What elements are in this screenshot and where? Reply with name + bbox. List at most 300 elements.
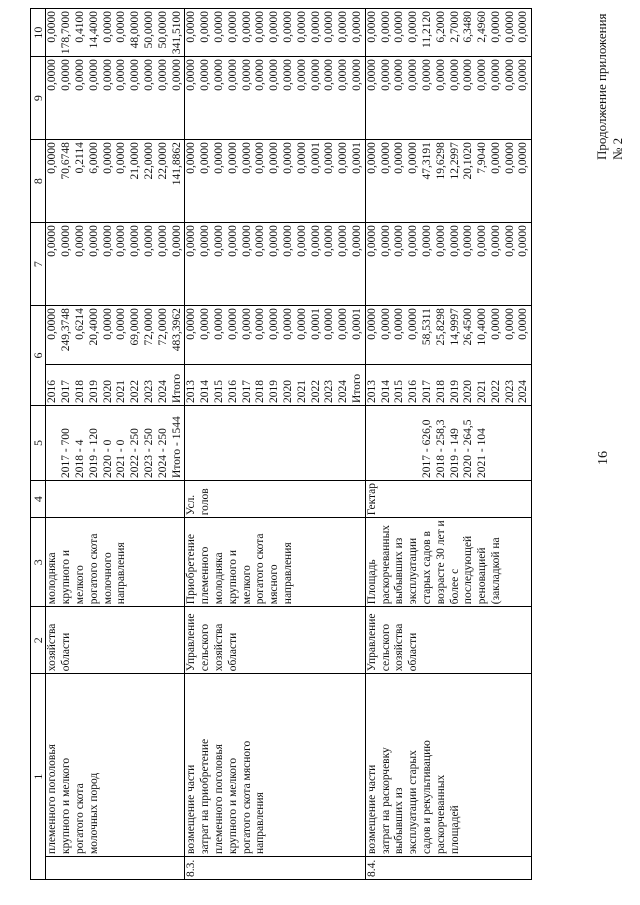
year-line: 2016	[407, 379, 420, 403]
year-line: 2014	[379, 379, 392, 403]
federal-value-line: 0,0000	[73, 225, 86, 257]
total-value-line: 249,3748	[60, 308, 73, 352]
year-line: 2019	[448, 379, 461, 403]
local-value-line: 0,0000	[476, 59, 489, 91]
total-value-line: 0,0000	[254, 308, 267, 340]
total-value-line: 0,0000	[503, 308, 516, 340]
other-value-line: 0,0000	[185, 11, 198, 43]
other-value-line: 0,0000	[503, 11, 516, 43]
total-value-line: 0,0000	[323, 308, 336, 340]
regional-value-line: 6,0000	[87, 142, 100, 174]
federal-value	[185, 223, 365, 306]
regional-value-line: 20,1020	[462, 142, 475, 180]
local-value-line: 0,0000	[46, 59, 59, 91]
other-value-line: 6,2000	[434, 11, 447, 43]
total-value-line: 14,9997	[448, 308, 461, 346]
regional-value-line: 0,0001	[350, 142, 363, 174]
year-line: 2014	[199, 379, 212, 403]
federal-value-line: 0,0000	[407, 225, 420, 257]
other-value-line: 48,0000	[129, 11, 142, 49]
other-value	[46, 9, 185, 57]
executor-line: Управление	[365, 613, 378, 672]
local-value-line: 0,0000	[268, 59, 281, 91]
local-value	[365, 57, 532, 140]
total-value-line: 20,4000	[87, 308, 100, 346]
year-line: 2015	[393, 379, 406, 403]
federal-value-line: 0,0000	[129, 225, 142, 257]
year-line: 2020	[101, 379, 114, 403]
regional-value-line: 47,3191	[420, 142, 433, 180]
year-line: 2019	[87, 379, 100, 403]
local-value-line: 0,0000	[517, 59, 530, 91]
year-line: 2018	[254, 379, 267, 403]
regional-value-line: 0,0000	[115, 142, 128, 174]
regional-value	[46, 140, 185, 223]
indicator-line: последующей	[462, 535, 475, 605]
other-value-line: 0,0000	[323, 11, 336, 43]
year-line: 2023	[142, 379, 155, 403]
total-value-line: 69,0000	[129, 308, 142, 346]
year-line: 2024	[337, 379, 350, 403]
year-line: Итого	[350, 373, 363, 403]
other-value-line: 0,0000	[489, 11, 502, 43]
header-col-9: 9	[31, 57, 46, 140]
measure-name	[365, 674, 532, 857]
year-line: 2015	[212, 379, 225, 403]
local-value-line: 0,0000	[448, 59, 461, 91]
total-value-line: 0,0000	[212, 308, 225, 340]
measure-name-line: рогатого скота	[73, 783, 86, 854]
total-value-line: 0,0000	[517, 308, 530, 340]
local-value-line: 0,0000	[393, 59, 406, 91]
spacer	[380, 408, 394, 478]
local-value-line: 0,0000	[309, 59, 322, 91]
federal-value-line: 0,0000	[517, 225, 530, 257]
regional-value	[185, 140, 365, 223]
executor-line: хозяйства	[212, 623, 225, 672]
total-value-line: 26,4500	[462, 308, 475, 346]
measure-name-line: выбывших из	[393, 787, 406, 854]
federal-value	[365, 223, 532, 306]
local-value-line: 0,0000	[170, 59, 183, 91]
other-value	[185, 9, 365, 57]
measure-name-line: садов и рекультивацию	[420, 740, 433, 854]
year-line: 2022	[309, 379, 322, 403]
executor-line: области	[60, 632, 73, 672]
federal-value-line: 0,0000	[281, 225, 294, 257]
local-value-line: 0,0000	[212, 59, 225, 91]
measure-name-line: площадей	[448, 805, 461, 854]
years	[365, 364, 532, 405]
indicator-line: молодняка	[212, 552, 225, 605]
regional-value-line: 0,0000	[212, 142, 225, 174]
executor-line: хозяйства	[393, 623, 406, 672]
year-line: 2022	[489, 379, 502, 403]
measure-name-line: затрат на приобретение	[199, 738, 212, 854]
year-line: 2021	[476, 379, 489, 403]
unit	[365, 480, 532, 517]
federal-value-line: 0,0000	[268, 225, 281, 257]
total-value-line: 0,0000	[337, 308, 350, 340]
federal-value-line: 0,0000	[60, 225, 73, 257]
local-value-line: 0,0000	[379, 59, 392, 91]
header-row	[31, 9, 46, 880]
other-value-line: 0,0000	[281, 11, 294, 43]
indicator-line: Приобретение	[185, 533, 198, 605]
measure-name-line: рогатого скота мясного	[240, 740, 253, 854]
executor-line: области	[226, 632, 239, 672]
indicator-line: молочного	[101, 552, 114, 605]
local-value-line: 0,0000	[60, 59, 73, 91]
unit-line: Гектар	[365, 482, 378, 516]
indicator-line: направления	[281, 542, 294, 605]
unit	[46, 480, 185, 517]
federal-value-line: 0,0000	[476, 225, 489, 257]
table-row	[46, 9, 185, 880]
header-col-10: 10	[31, 9, 46, 57]
budget-table	[30, 8, 532, 880]
other-value-line: 50,0000	[156, 11, 169, 49]
page-number: 16	[596, 451, 611, 465]
regional-value-line: 0,0000	[226, 142, 239, 174]
regional-value-line: 0,0000	[46, 142, 59, 174]
federal-value-line: 0,0000	[323, 225, 336, 257]
measure-name-line: крупного и мелкого	[60, 757, 73, 854]
indicator-line: рогатого скота	[254, 533, 267, 605]
header-col-7: 7	[31, 223, 46, 306]
plan-values	[46, 405, 185, 480]
local-value-line: 0,0000	[281, 59, 294, 91]
other-value-line: 0,0000	[46, 11, 59, 43]
regional-value-line: 0,0000	[337, 142, 350, 174]
total-value-line: 0,6214	[73, 308, 86, 340]
header-col-1: 1	[31, 674, 46, 880]
total-value-line: 25,8298	[434, 308, 447, 346]
total-value-line: 0,0000	[295, 308, 308, 340]
executor-line: сельского	[379, 623, 392, 672]
federal-value-line: 0,0000	[199, 225, 212, 257]
local-value-line: 0,0000	[142, 59, 155, 91]
measure-name	[46, 674, 185, 857]
other-value-line: 2,4960	[476, 11, 489, 43]
indicator-line: племенного	[199, 546, 212, 605]
regional-value-line: 70,6748	[60, 142, 73, 180]
measure-name-line: эксплуатации старых	[407, 750, 420, 854]
indicator-line: реновацией	[476, 547, 489, 605]
other-value-line: 0,0000	[517, 11, 530, 43]
year-line: 2024	[156, 379, 169, 403]
local-value-line: 0,0000	[199, 59, 212, 91]
local-value-line: 0,0000	[323, 59, 336, 91]
year-line: 2020	[462, 379, 475, 403]
indicator-line: направления	[115, 542, 128, 605]
regional-value-line: 0,0000	[379, 142, 392, 174]
other-value-line: 0,0000	[350, 11, 363, 43]
total-value-line: 0,0000	[489, 308, 502, 340]
plan-value-line: 2019 - 149	[448, 428, 461, 478]
local-value	[185, 57, 365, 140]
other-value-line: 0,0000	[212, 11, 225, 43]
indicator-line: крупного и	[226, 549, 239, 605]
spacer	[46, 408, 60, 478]
federal-value-line: 0,0000	[254, 225, 267, 257]
total-value-line: 483,3962	[170, 308, 183, 352]
regional-value-line: 0,0000	[489, 142, 502, 174]
regional-value-line: 19,6298	[434, 142, 447, 180]
header-col-6: 6	[31, 306, 46, 406]
regional-value-line: 141,8862	[170, 142, 183, 186]
plan-value-line: 2020 - 0	[101, 439, 114, 478]
federal-value-line: 0,0000	[420, 225, 433, 257]
regional-value-line: 0,2114	[73, 142, 86, 174]
local-value-line: 0,0000	[489, 59, 502, 91]
other-value-line: 0,0000	[240, 11, 253, 43]
indicator	[46, 518, 185, 607]
plan-value-line: 2021 - 0	[115, 439, 128, 478]
total-value-line: 0,0000	[199, 308, 212, 340]
federal-value-line: 0,0000	[365, 225, 378, 257]
year-line: 2021	[115, 379, 128, 403]
federal-value-line: 0,0000	[337, 225, 350, 257]
spacer	[366, 408, 380, 478]
local-value-line: 0,0000	[295, 59, 308, 91]
other-value-line: 0,0000	[199, 11, 212, 43]
plan-value-line: 2017 - 700	[60, 428, 73, 478]
indicator	[185, 518, 365, 607]
year-line: 2017	[60, 379, 73, 403]
plan-value-line: 2024 - 250	[156, 428, 169, 478]
indicator-line: выбывших из	[393, 537, 406, 605]
measure-name-line: племенного поголовья	[46, 744, 59, 854]
other-value-line: 6,3480	[462, 11, 475, 43]
federal-value-line: 0,0000	[503, 225, 516, 257]
other-value-line: 2,7000	[448, 11, 461, 43]
federal-value-line: 0,0000	[448, 225, 461, 257]
other-value-line: 0,0000	[365, 11, 378, 43]
regional-value-line: 0,0000	[517, 142, 530, 174]
regional-value-line: 0,0000	[323, 142, 336, 174]
year-line: 2018	[73, 379, 86, 403]
regional-value-line: 0,0000	[268, 142, 281, 174]
executor-line: Управление	[185, 613, 198, 672]
federal-value-line: 0,0000	[142, 225, 155, 257]
indicator-line: молодняка	[46, 552, 59, 605]
federal-value-line: 0,0000	[87, 225, 100, 257]
years	[185, 364, 365, 405]
year-line: 2023	[503, 379, 516, 403]
regional-value	[365, 140, 532, 223]
local-value-line: 0,0000	[337, 59, 350, 91]
plan-value-line: 2020 - 264,5	[462, 419, 475, 478]
indicator-line: крупного и	[60, 549, 73, 605]
local-value-line: 0,0000	[240, 59, 253, 91]
federal-value-line: 0,0000	[226, 225, 239, 257]
total-value-line: 0,0000	[268, 308, 281, 340]
total-value-line: 0,0000	[240, 308, 253, 340]
regional-value-line: 0,0000	[365, 142, 378, 174]
indicator-line: эксплуатации	[407, 537, 420, 605]
total-value-line: 0,0000	[281, 308, 294, 340]
continuation-note: Продолжение приложения № 2	[594, 13, 625, 160]
federal-value-line: 0,0000	[434, 225, 447, 257]
indicator	[365, 518, 532, 607]
federal-value-line: 0,0000	[489, 225, 502, 257]
other-value-line: 0,0000	[337, 11, 350, 43]
indicator-line: Площадь	[365, 559, 378, 605]
other-value-line: 0,0000	[115, 11, 128, 43]
measure-name-line: возмещение части	[365, 764, 378, 854]
total-value	[185, 306, 365, 364]
unit-line: голов	[199, 488, 212, 516]
measure-name-line: затрат на раскорчевку	[379, 747, 392, 854]
federal-value-line: 0,0000	[295, 225, 308, 257]
measure-name	[185, 674, 365, 857]
other-value-line: 11,2120	[420, 11, 433, 48]
regional-value-line: 22,0000	[142, 142, 155, 180]
header-col-4: 4	[31, 480, 46, 517]
regional-value-line: 0,0000	[503, 142, 516, 174]
measure-name-line: возмещение части	[185, 764, 198, 854]
regional-value-line: 7,9040	[476, 142, 489, 174]
local-value-line: 0,0000	[87, 59, 100, 91]
federal-value-line: 0,0000	[393, 225, 406, 257]
executor-line: сельского	[199, 623, 212, 672]
measure-name-line: крупного и мелкого	[226, 757, 239, 854]
measure-name-line: племенного поголовья	[212, 744, 225, 854]
header-col-8: 8	[31, 140, 46, 223]
local-value-line: 0,0000	[434, 59, 447, 91]
year-line: 2013	[365, 379, 378, 403]
unit	[185, 480, 365, 517]
other-value-line: 0,4100	[73, 11, 86, 43]
indicator-line: рогатого скота	[87, 533, 100, 605]
indicator-line: мясного	[268, 564, 281, 605]
year-line: 2023	[323, 379, 336, 403]
unit-line: Усл.	[185, 494, 198, 516]
row-number	[46, 857, 185, 880]
header-col-3: 3	[31, 518, 46, 607]
plan-values	[185, 405, 365, 480]
regional-value-line: 0,0000	[101, 142, 114, 174]
local-value-line: 0,0000	[115, 59, 128, 91]
local-value-line: 0,0000	[101, 59, 114, 91]
local-value-line: 0,0000	[129, 59, 142, 91]
other-value-line: 0,0000	[309, 11, 322, 43]
regional-value-line: 0,0000	[281, 142, 294, 174]
total-value-line: 10,4000	[476, 308, 489, 346]
other-value-line: 0,0000	[226, 11, 239, 43]
other-value-line: 0,0000	[393, 11, 406, 43]
total-value-line: 0,0001	[350, 308, 363, 340]
other-value-line: 0,0000	[379, 11, 392, 43]
regional-value-line: 0,0000	[393, 142, 406, 174]
indicator-line: мелкого	[73, 565, 86, 605]
local-value-line: 0,0000	[350, 59, 363, 91]
other-value-line: 50,0000	[142, 11, 155, 49]
regional-value-line: 0,0000	[407, 142, 420, 174]
total-value	[46, 306, 185, 364]
header-col-5: 5	[31, 405, 46, 480]
year-line: 2024	[517, 379, 530, 403]
other-value-line: 0,0000	[295, 11, 308, 43]
plan-value-line: 2022 - 250	[129, 428, 142, 478]
local-value-line: 0,0000	[73, 59, 86, 91]
other-value-line: 0,0000	[101, 11, 114, 43]
total-value-line: 0,0000	[46, 308, 59, 340]
regional-value-line: 0,0000	[240, 142, 253, 174]
federal-value-line: 0,0000	[115, 225, 128, 257]
indicator-line: возрасте 30 лет и	[434, 520, 447, 605]
total-value-line: 72,0000	[156, 308, 169, 346]
total-value-line: 0,0000	[226, 308, 239, 340]
indicator-line: раскорчеванных	[379, 524, 392, 605]
federal-value-line: 0,0000	[46, 225, 59, 257]
spacer	[407, 408, 421, 478]
year-line: 2018	[434, 379, 447, 403]
plan-values	[365, 405, 532, 480]
federal-value-line: 0,0000	[156, 225, 169, 257]
executor	[46, 607, 185, 674]
plan-value-line: 2023 - 250	[142, 428, 155, 478]
local-value	[46, 57, 185, 140]
total-value-line: 0,0000	[115, 308, 128, 340]
plan-value-line: 2017 - 626,0	[420, 419, 433, 478]
year-line: 2021	[295, 379, 308, 403]
other-value-line: 178,7000	[60, 11, 73, 55]
federal-value-line: 0,0000	[379, 225, 392, 257]
year-line: 2022	[129, 379, 142, 403]
federal-value-line: 0,0000	[101, 225, 114, 257]
federal-value-line: 0,0000	[212, 225, 225, 257]
regional-value-line: 22,0000	[156, 142, 169, 180]
federal-value-line: 0,0000	[350, 225, 363, 257]
total-value-line: 0,0000	[365, 308, 378, 340]
local-value-line: 0,0000	[185, 59, 198, 91]
other-value-line: 0,0000	[268, 11, 281, 43]
total-value-line: 0,0000	[101, 308, 114, 340]
regional-value-line: 12,2997	[448, 142, 461, 180]
total-value-line: 72,0000	[142, 308, 155, 346]
year-line: 2017	[420, 379, 433, 403]
row-number: 8.4.	[365, 857, 532, 880]
years	[46, 364, 185, 405]
local-value-line: 0,0000	[365, 59, 378, 91]
regional-value-line: 0,0000	[185, 142, 198, 174]
indicator-line: более с	[448, 568, 461, 605]
row-number: 8.3.	[185, 857, 365, 880]
other-value-line: 0,0000	[254, 11, 267, 43]
local-value-line: 0,0000	[503, 59, 516, 91]
total-value-line: 0,0000	[393, 308, 406, 340]
local-value-line: 0,0000	[420, 59, 433, 91]
regional-value-line: 0,0000	[295, 142, 308, 174]
header-col-2: 2	[31, 607, 46, 674]
year-line: 2016	[46, 379, 59, 403]
plan-value-line: 2019 - 120	[87, 428, 100, 478]
year-line: 2017	[240, 379, 253, 403]
year-line: 2019	[268, 379, 281, 403]
federal-value-line: 0,0000	[185, 225, 198, 257]
regional-value-line: 21,0000	[129, 142, 142, 180]
plan-value-line: 2021 - 104	[476, 428, 489, 478]
federal-value-line: 0,0000	[240, 225, 253, 257]
local-value-line: 0,0000	[462, 59, 475, 91]
federal-value-line: 0,0000	[462, 225, 475, 257]
total-value-line: 0,0000	[407, 308, 420, 340]
total-value-line: 0,0000	[185, 308, 198, 340]
federal-value-line: 0,0000	[170, 225, 183, 257]
indicator-line: (закладкой на	[489, 537, 502, 605]
